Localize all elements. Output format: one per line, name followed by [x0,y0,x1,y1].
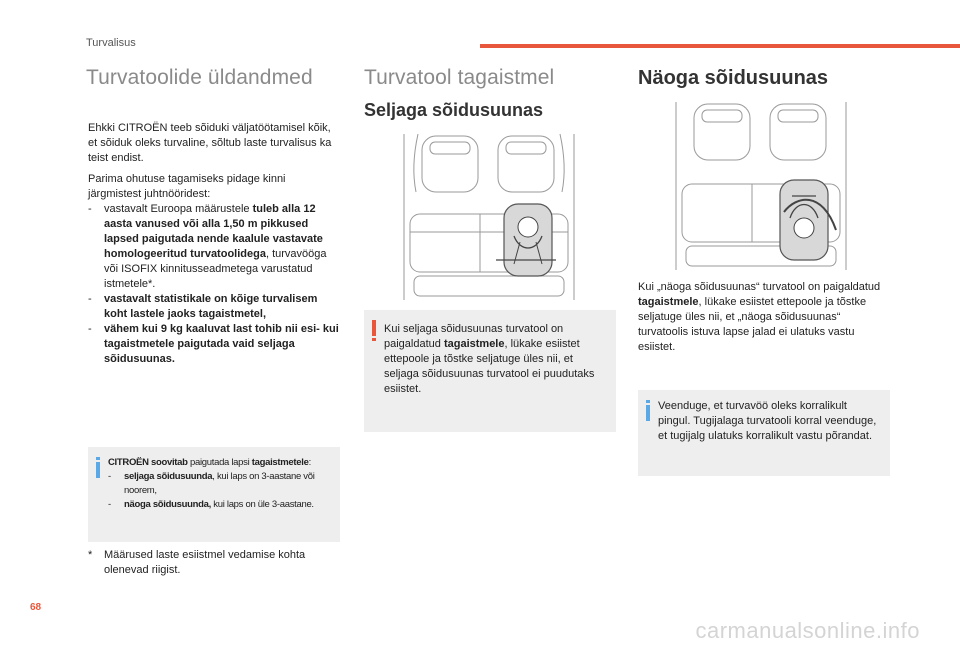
section-title-general: Turvatoolide üldandmed [86,66,313,89]
watermark: carmanualsonline.info [695,618,920,643]
section-title-forward-facing: Näoga sõidusuunas [638,67,829,89]
rule-item-1: - vastavalt Euroopa määrustele tuleb alla 12 aasta vanused või alla 1,50 m pikkused lapsed paigutada nende kaalule vastavate homologeeritud turvatoolidega, turvavööga või ISOFIX kinnitusseadmetega varustatud istmetele*. [88,203,327,290]
forward-facing-body: Kui „näoga sõidusuunas“ turvatool on paigaldatud tagaistmele, lükake esiistet ettepoole ja tõstke seljatuge üles nii, et „näoga sõidusuunas“ turvatoolis istuva lapse jalad ei ulatuks vastu esiistet. [638,281,881,353]
intro-paragraph: Ehkki CITROËN teeb sõiduki väljatöötamisel kõik, et sõiduk oleks turvaline, sõltub laste turvalisus ka teist endist. [88,122,332,164]
rule-item-2: - vastavalt statistikale on kõige turvalisem koht lastele jaoks tagaistmetel, [88,293,318,320]
forward-facing-info [638,390,890,476]
section-title-rear-seat: Turvatool tagaistmel [364,66,555,89]
rear-facing-warning-text: Kui seljaga sõidusuunas turvatool on paigaldatud tagaistmele, lükake esiistet ettepoole ja tõstke seljatuge üles nii, et seljaga sõidusuunas turvatool ei puudutaks esiistet. [384,323,595,395]
recommendation-item-1: - seljaga sõidusuunda, kui laps on 3-aastane või noorem, [108,471,315,496]
rules-intro-line2: järgmistest juhtnööridest: [88,188,211,200]
recommendation-note [88,447,340,542]
header-accent-rule [480,44,960,48]
section-label: Turvalisus [86,37,136,49]
rear-facing-seat-illustration [400,132,578,302]
rule-item-3: - vähem kui 9 kg kaaluvat last tohib nii esi- kui tagaistmetele paigutada vaid seljaga sõidusuunas. [88,323,339,365]
list-dash: - [88,203,92,215]
rear-facing-warning [364,310,616,432]
forward-facing-info-text: Veenduge, et turvavöö oleks korralikult pingul. Tugijalaga turvatooli korral veenduge, et tugijalg ulatuks korralikult vastu põrandat. [658,400,877,442]
rules-block [88,172,340,367]
forward-facing-seat-illustration [672,100,850,272]
page-number: 68 [30,602,42,613]
subtitle-rear-facing: Seljaga sõidusuunas [364,100,544,120]
warning-icon [372,320,376,343]
recommendation-text: CITROËN soovitab paigutada lapsi tagaistmetele: [108,457,311,468]
info-icon [646,400,650,421]
info-icon [96,457,100,478]
recommendation-item-2: - näoga sõidusuunda, kui laps on üle 3-aastane. [108,499,314,510]
rules-intro-line1: Parima ohutuse tagamiseks pidage kinni [88,173,286,185]
footnote-mark: * [88,549,93,561]
footnote [88,548,338,578]
footnote-text: Määrused laste esiistmel vedamise kohta olenevad riigist. [104,549,306,576]
